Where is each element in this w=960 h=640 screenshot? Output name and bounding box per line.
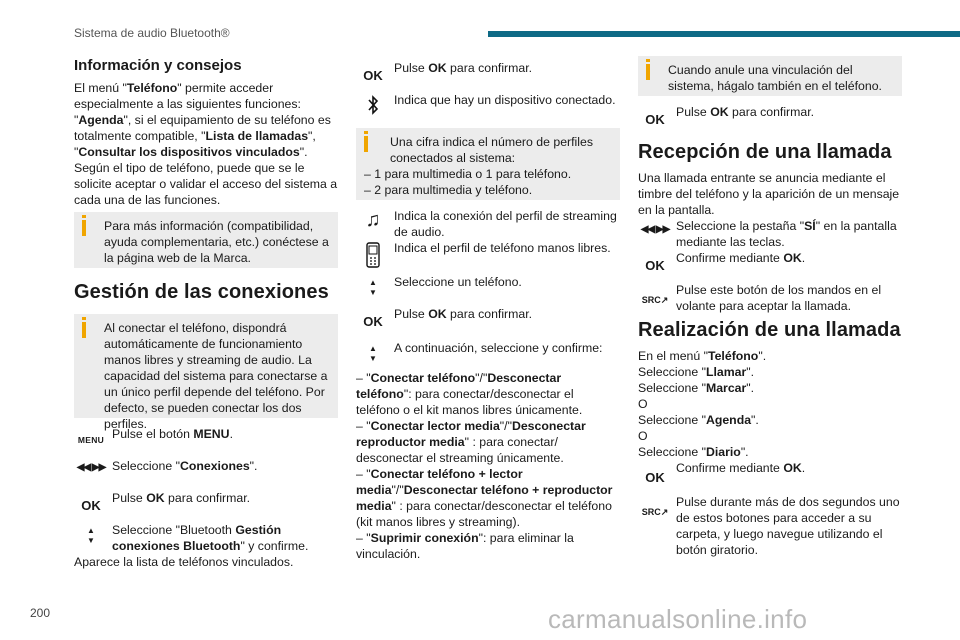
row-text: Confirme mediante OK. bbox=[676, 461, 806, 475]
streaming-row bbox=[356, 208, 620, 240]
watermark: carmanualsonline.info bbox=[548, 604, 808, 634]
step-ok-1 bbox=[356, 60, 620, 84]
info-box-text: Para más información (compatibilidad, ayuda complementaria, etc.) conéctese a la página web de la Marca. bbox=[104, 219, 329, 265]
info-box-line-0: Una cifra indica el número de perfiles conectados al sistema: bbox=[390, 135, 594, 165]
left-right-arrows-icon: ◀◀ ▶▶ bbox=[640, 224, 670, 235]
step-ok bbox=[74, 490, 338, 514]
info-box-text: Cuando anule una vinculación del sistema, hágalo también en el teléfono. bbox=[668, 63, 882, 93]
select-phone-row bbox=[356, 274, 620, 302]
line: Seleccione "Diario". bbox=[638, 445, 749, 459]
step-text: Pulse OK para confirmar. bbox=[394, 61, 533, 75]
row-text: Pulse este botón de los mandos en el volante para aceptar la llamada. bbox=[676, 283, 882, 313]
menu-button-icon: MENU bbox=[77, 435, 105, 445]
step-ok-3 bbox=[638, 104, 902, 128]
heading-info-consejos: Información y consejos bbox=[74, 57, 242, 74]
up-down-arrows-icon: ▲ ▼ bbox=[369, 344, 377, 363]
ok-button-icon: OK bbox=[363, 314, 383, 329]
step-text: Seleccione "Bluetooth Gestión conexiones Bluetooth" y confirme. bbox=[112, 523, 309, 553]
line: Seleccione "Marcar". bbox=[638, 381, 755, 395]
info-box-connect bbox=[74, 314, 338, 431]
line: Seleccione "Llamar". bbox=[638, 365, 755, 379]
info-icon bbox=[82, 322, 86, 338]
header-accent-bar bbox=[488, 31, 960, 37]
music-note-icon: ♫ bbox=[365, 209, 381, 231]
step-ok-2 bbox=[356, 306, 620, 330]
paired-list-note: Aparece la lista de teléfonos vinculados. bbox=[74, 555, 294, 569]
info-box-web bbox=[74, 212, 338, 268]
up-down-arrows-icon: ▲ ▼ bbox=[369, 278, 377, 297]
then-select-row bbox=[356, 340, 620, 368]
running-header: Sistema de audio Bluetooth® bbox=[74, 26, 230, 40]
info-icon bbox=[364, 136, 368, 152]
bt-connected-row bbox=[356, 92, 620, 120]
step-text: Pulse OK para confirmar. bbox=[394, 307, 533, 321]
row-text: Seleccione la pestaña "SÍ" en la pantalla mediante las teclas. bbox=[676, 219, 897, 249]
connection-options bbox=[356, 370, 620, 562]
recepcion-src-row bbox=[638, 282, 902, 314]
up-down-arrows-icon: ▲ ▼ bbox=[87, 526, 95, 545]
step-conexiones bbox=[74, 458, 338, 478]
recepcion-select-row bbox=[638, 218, 902, 250]
option-connect-both: – "Conectar teléfono + lector media"/"Desconectar teléfono + reproductor media" : para conectar/desconectar el teléfono (kit manos libres y streaming). bbox=[356, 467, 613, 529]
page-number: 200 bbox=[30, 606, 51, 620]
line: Seleccione "Agenda". bbox=[638, 413, 759, 427]
info-box-line-2: – 2 para multimedia y teléfono. bbox=[364, 183, 533, 197]
ok-button-icon: OK bbox=[81, 498, 101, 513]
step-menu bbox=[74, 426, 338, 446]
step-text: Pulse el botón MENU. bbox=[112, 427, 233, 441]
row-text: Confirme mediante OK. bbox=[676, 251, 806, 265]
realizacion-lines bbox=[638, 348, 902, 460]
info-box-unpair bbox=[638, 56, 902, 96]
heading-gestion-conexiones: Gestión de las conexiones bbox=[74, 281, 329, 303]
src-phone-button-icon: SRC↗ bbox=[641, 295, 669, 305]
row-text: A continuación, seleccione y confirme: bbox=[394, 341, 603, 355]
bluetooth-icon bbox=[356, 94, 390, 120]
realizacion-src-row bbox=[638, 494, 902, 558]
ok-button-icon: OK bbox=[645, 470, 665, 485]
line: En el menú "Teléfono". bbox=[638, 349, 767, 363]
option-delete: – "Suprimir conexión": para eliminar la vinculación. bbox=[356, 531, 574, 561]
realizacion-ok-row bbox=[638, 460, 902, 484]
row-text: Indica la conexión del perfil de streaming de audio. bbox=[394, 209, 617, 239]
step-text: Pulse OK para confirmar. bbox=[112, 491, 251, 505]
phone-profile-row bbox=[356, 240, 620, 272]
info-box-line-1: – 1 para multimedia o 1 para teléfono. bbox=[364, 167, 572, 181]
heading-realizacion: Realización de una llamada bbox=[638, 319, 901, 341]
row-text: Indica el perfil de teléfono manos libres. bbox=[394, 241, 611, 255]
phone-icon bbox=[356, 242, 390, 272]
step-bluetooth bbox=[74, 522, 338, 556]
info-icon bbox=[646, 64, 650, 80]
left-right-arrows-icon: ◀◀ ▶▶ bbox=[76, 462, 106, 473]
row-text: Seleccione un teléfono. bbox=[394, 275, 522, 289]
line: O bbox=[638, 397, 648, 411]
ok-button-icon: OK bbox=[363, 68, 383, 83]
heading-recepcion: Recepción de una llamada bbox=[638, 141, 892, 163]
option-connect-phone: – "Conectar teléfono"/"Desconectar teléfono": para conectar/desconectar el teléfono o el kit manos libres únicamente. bbox=[356, 371, 583, 417]
ok-button-icon: OK bbox=[645, 258, 665, 273]
row-text: Pulse durante más de dos segundos uno de estos botones para acceder a su carpeta, y luego navegue utilizando el botón giratorio. bbox=[676, 495, 900, 557]
info-box-profiles bbox=[356, 128, 620, 200]
step-text: Pulse OK para confirmar. bbox=[676, 105, 815, 119]
info-icon bbox=[82, 220, 86, 236]
info-box-text: Al conectar el teléfono, dispondrá automáticamente de funcionamiento manos libres y streaming de audio. La capacidad del sistema para conectarse a un único perfil depende del teléfono. Por defecto, se pueden conectar los dos perfiles. bbox=[104, 321, 328, 431]
line: O bbox=[638, 429, 648, 443]
info-paragraph: El menú "Teléfono" permite acceder especialmente a las siguientes funciones: "Agenda", si el equipamiento de su teléfono es totalmente compatible, "Lista de llamadas", "Consultar los dispositivos vinculados". Según el tipo de teléfono, puede que se le solicite aceptar o validar el acceso del sistema a cada una de las funciones. bbox=[74, 81, 338, 207]
ok-button-icon: OK bbox=[645, 112, 665, 127]
option-connect-media: – "Conectar lector media"/"Desconectar reproductor media" : para conectar/ desconectar el streaming únicamente. bbox=[356, 419, 586, 465]
step-text: Seleccione "Conexiones". bbox=[112, 459, 258, 473]
recepcion-paragraph: Una llamada entrante se anuncia mediante el timbre del teléfono y la aparición de un mensaje en la pantalla. bbox=[638, 171, 900, 217]
src-phone-button-icon: SRC↗ bbox=[641, 507, 669, 517]
row-text: Indica que hay un dispositivo conectado. bbox=[394, 93, 616, 107]
recepcion-ok-row bbox=[638, 250, 902, 274]
